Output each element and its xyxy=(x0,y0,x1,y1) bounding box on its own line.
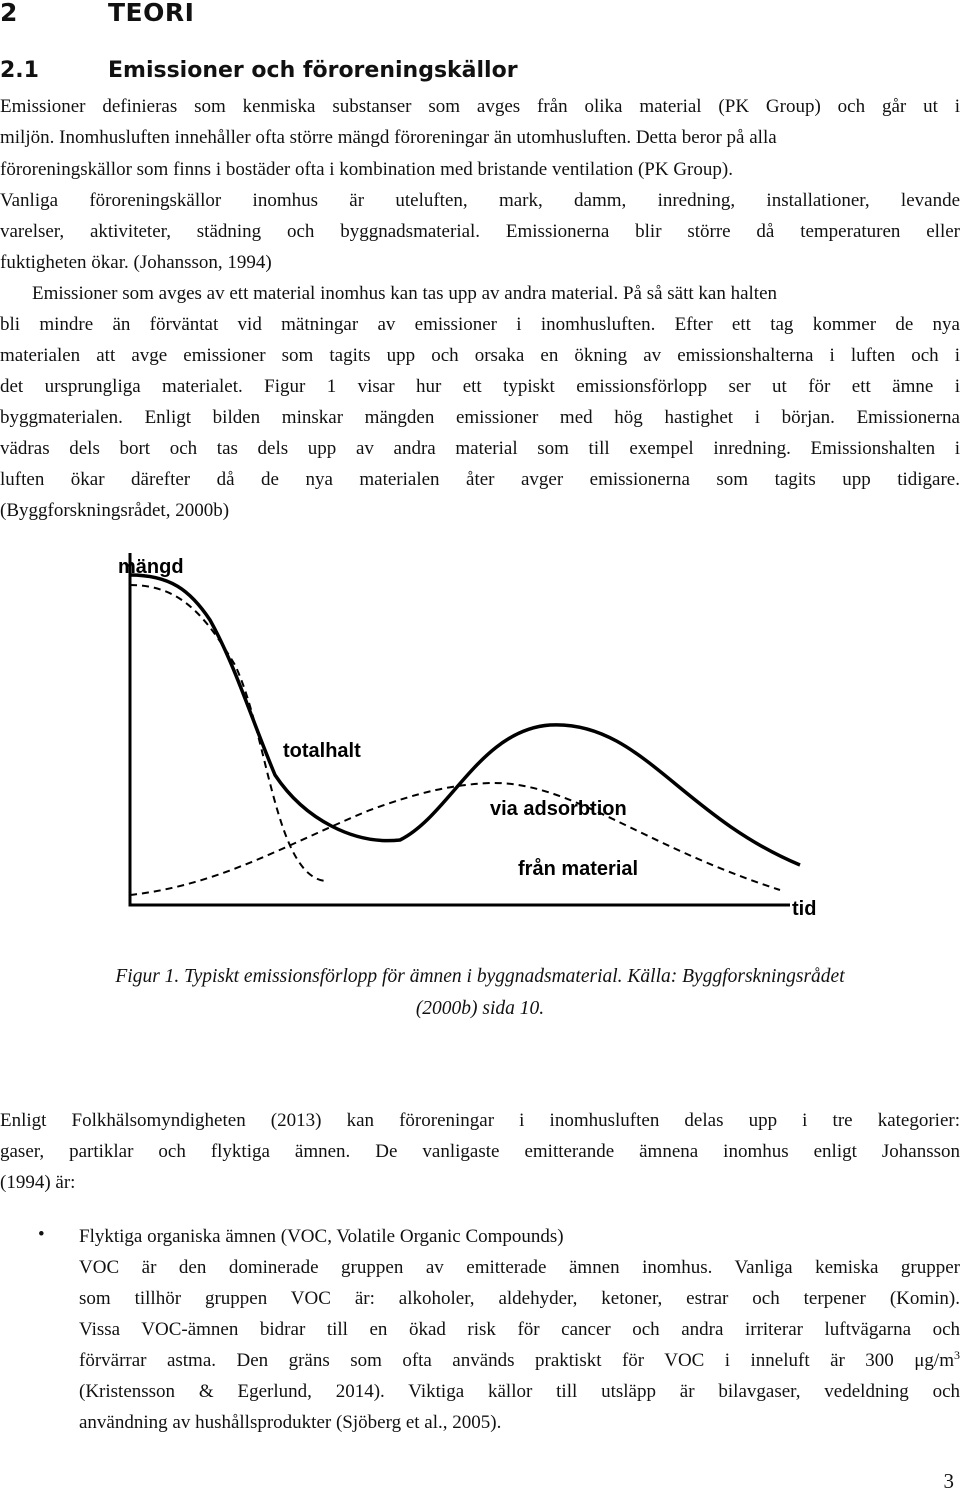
text-line: byggmaterialen. Enligt bilden minskar mängden emissioner med hög hastighet i början. Emissionerna xyxy=(0,407,960,428)
bullet-text-line: som tillhör gruppen VOC är: alkoholer, aldehyder, ketoner, estrar och terpener (Komin). xyxy=(79,1288,960,1309)
caption-line: Figur 1. Typiskt emissionsförlopp för ämnen i byggnadsmaterial. Källa: Byggforskningsrådet xyxy=(115,966,845,987)
section-heading xyxy=(0,0,194,27)
text-line: Emissioner som avges av ett material inomhus kan tas upp av andra material. På så sätt kan halten xyxy=(32,283,778,304)
text-line: materialen att avge emissioner som tagits upp och orsaka en ökning av emissionshalterna i luften och i xyxy=(0,345,960,366)
series-totalhalt xyxy=(130,575,800,865)
text-line: gaser, partiklar och flyktiga ämnen. De vanligaste emitterande ämnena inomhus enligt Johansson xyxy=(0,1141,960,1162)
text-line: miljön. Inomhusluften innehåller ofta större mängd föroreningar än utomhusluften. Detta beror på alla xyxy=(0,127,777,148)
text-line: Vanliga föroreningskällor inomhus är uteluften, mark, damm, inredning, installationer, levande xyxy=(0,190,960,211)
chart-axes xyxy=(130,553,790,905)
text-line: bli mindre än förväntat vid mätningar av emissioner i inomhusluften. Efter ett tag kommer de nya xyxy=(0,314,960,335)
subsection-heading xyxy=(0,58,518,83)
series-label-fran-material: från material xyxy=(518,858,639,880)
bullet-text-line-with-sup xyxy=(79,1350,960,1372)
series-label-totalhalt: totalhalt xyxy=(283,740,361,762)
series-label-via-adsorbtion: via adsorbtion xyxy=(490,798,627,820)
series-fran-material xyxy=(130,783,780,895)
emission-chart xyxy=(100,545,840,940)
chart-svg xyxy=(100,545,840,935)
text-line: varelser, aktiviteter, städning och byggnadsmaterial. Emissionerna blir större då temperaturen eller xyxy=(0,221,960,242)
bullet-icon: • xyxy=(38,1224,45,1245)
text-line: (1994) är: xyxy=(0,1172,76,1193)
text-line: föroreningskällor som finns i bostäder ofta i kombination med bristande ventilation (PK Group). xyxy=(0,159,733,180)
text-line: (Byggforskningsrådet, 2000b) xyxy=(0,500,230,521)
bullet-text-line: användning av hushållsprodukter (Sjöberg et al., 2005). xyxy=(79,1412,502,1433)
text-line: det ursprungliga materialet. Figur 1 visar hur ett typiskt emissionsförlopp ser ut för ett ämne i xyxy=(0,376,960,397)
bullet-title: Flyktiga organiska ämnen (VOC, Volatile Organic Compounds) xyxy=(79,1226,564,1247)
superscript: 3 xyxy=(954,1348,960,1362)
bullet-text: förvärrar astma. Den gräns som ofta används praktiskt för VOC i inneluft är 300 μg/m xyxy=(79,1350,954,1371)
subsection-number: 2.1 xyxy=(0,58,39,83)
section-title: TEORI xyxy=(108,0,195,27)
text-line: fuktigheten ökar. (Johansson, 1994) xyxy=(0,252,272,273)
text-line: Emissioner definieras som kenmiska substanser som avges från olika material (PK Group) och går ut i xyxy=(0,96,960,117)
section-number: 2 xyxy=(0,0,18,27)
caption-line: (2000b) sida 10. xyxy=(415,998,545,1019)
subsection-title: Emissioner och föroreningskällor xyxy=(108,58,518,83)
series-via-adsorbtion-rise xyxy=(130,585,325,881)
text-line: vädras dels bort och tas dels upp av andra material som till exempel inredning. Emissionshalten i xyxy=(0,438,960,459)
bullet-text-line: (Kristensson & Egerlund, 2014). Viktiga källor till utsläpp är bilavgaser, vedeldning och xyxy=(79,1381,960,1402)
y-axis-label: mängd xyxy=(118,556,184,578)
text-line: Enligt Folkhälsomyndigheten (2013) kan föroreningar i inomhusluften delas upp i tre kategorier: xyxy=(0,1110,960,1131)
page-number: 3 xyxy=(943,1469,954,1493)
bullet-text-line: Vissa VOC-ämnen bidrar till en ökad risk för cancer och andra irriterar luftvägarna och xyxy=(79,1319,960,1340)
text-line: luften ökar därefter då de nya materialen åter avger emissionerna som tagits upp tidigare. xyxy=(0,469,960,490)
x-axis-label: tid xyxy=(792,898,817,920)
bullet-text-line: VOC är den dominerade gruppen av emitterade ämnen inomhus. Vanliga kemiska grupper xyxy=(79,1257,960,1278)
